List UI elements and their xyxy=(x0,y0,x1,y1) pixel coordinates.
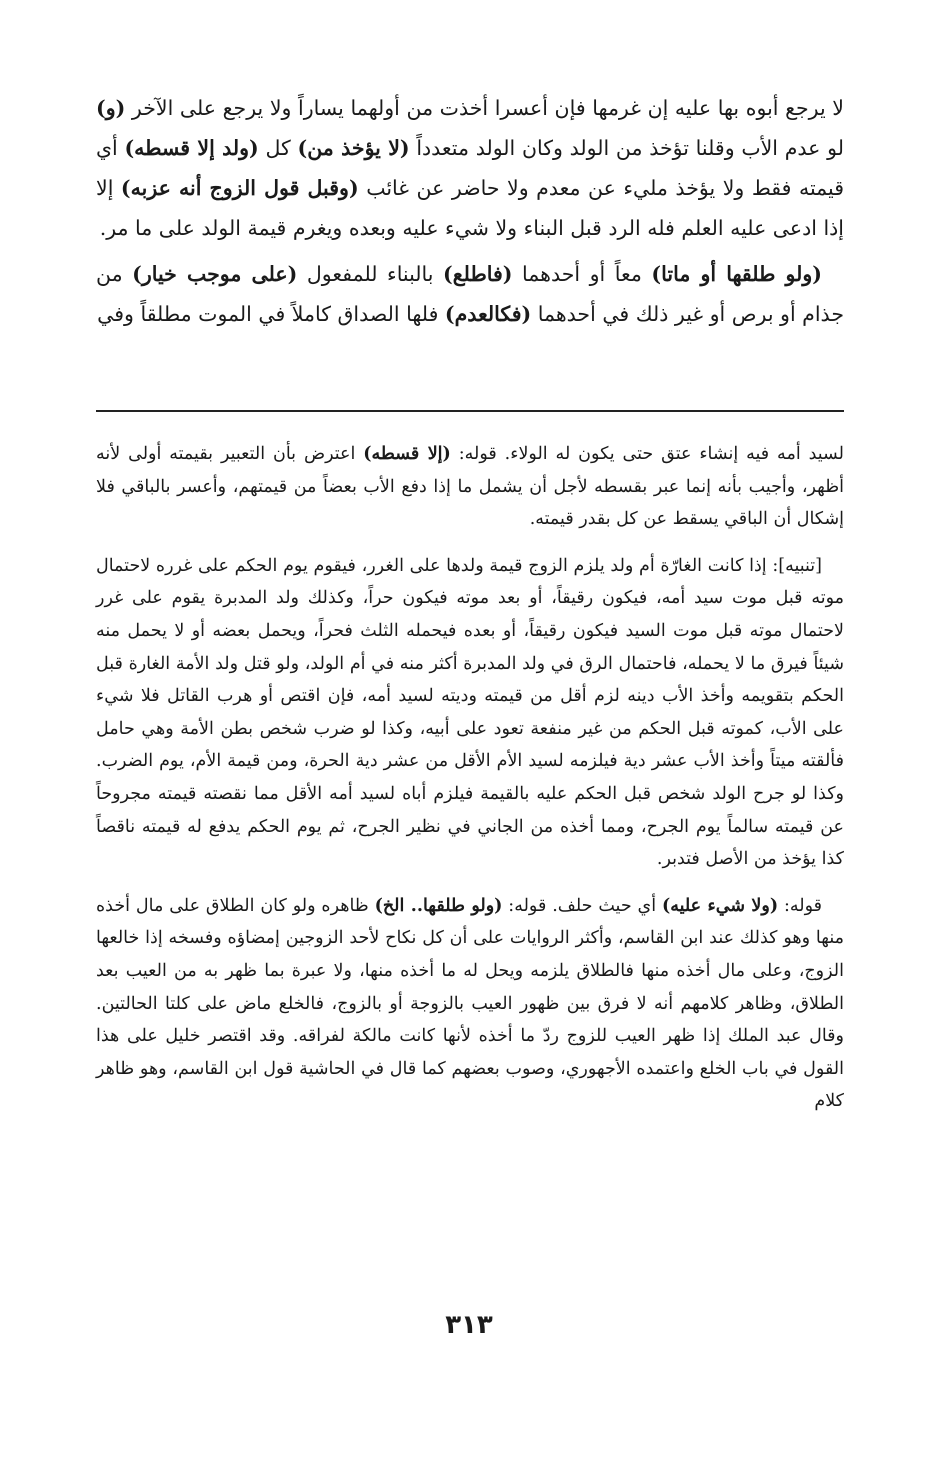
bold-quote-segment: (وقبل قول الزوج أنه عزبه) xyxy=(120,176,359,200)
page-number: ٣١٣ xyxy=(445,1310,493,1340)
main-text xyxy=(96,88,844,340)
bold-quote-segment: (فكالعدم) xyxy=(444,302,532,326)
bold-quote-segment: (و) xyxy=(96,96,126,120)
footnote-paragraph-2 xyxy=(96,550,844,876)
bold-quote-segment: (ولو طلقها.. الخ) xyxy=(374,895,503,916)
text-segment: معاً أو أحدهما xyxy=(512,262,652,286)
text-segment: أي قيمته فقط ولا يؤخذ مليء عن معدم ولا حاضر عن غائب xyxy=(96,136,844,200)
text-segment: بالبناء للمفعول xyxy=(297,262,444,286)
footnote-separator xyxy=(96,410,844,412)
main-paragraph-1 xyxy=(96,88,844,248)
text-segment: [تنبيه]: إذا كانت الغارّة أم ولد يلزم الزوج قيمة ولدها على الغرر، فيقوم يوم الحكم على غرره لاحتمال موته قبل موت سيد أمه، فيكون رقيقاً، أو بعد موته فيكون حراً، وكذلك ولد المدبرة يقوم على غرر لاحتمال موته قبل موت السيد فيكون رقيقاً، أو بعده فيحمله الثلث فحراً، ويحمل بعضه أو لا يحمل منه شيئاً فيرق ما لا يحمله، فاحتمال الرق في ولد المدبرة أكثر منه في أم الولد، ولو قتل ولد الأمة الغارة قبل الحكم بتقويمه وأخذ الأب دينه لزم أقل من قيمته وديته لسيد أمه، فإن اقتص أو هرب القاتل فلا شيء على الأب، كموته قبل الحكم من غير منفعة تعود على أبيه، وكذا لو ضرب شخص بطن الأمة وهي حامل فألقته ميتاً وأخذ الأب عشر دية فيلزمه لسيد الأم الأقل من عشر دية الحرة، ومن قيمة الأم، يوم الضرب. وكذا لو جرح الولد شخص قبل الحكم عليه بالقيمة فيلزم أباه لسيد أمه الأقل مما نقصته قيمته مجروحاً عن قيمته سالماً يوم الجرح، ومما أخذه من الجاني في نظير الجرح، ثم يوم الحكم يدفع له قيمته ناقصاً كذا يؤخذ من الأصل فتدبر. xyxy=(96,555,844,870)
text-segment: فلها الصداق كاملاً في الموت مطلقاً وفي xyxy=(97,302,445,326)
footnote-paragraph-3 xyxy=(96,890,844,1118)
text-segment: لو عدم الأب وقلنا تؤخذ من الولد وكان الولد متعدداً xyxy=(409,136,844,160)
bold-quote-segment: (ولا شيء عليه) xyxy=(661,895,779,916)
main-paragraph-2 xyxy=(96,254,844,334)
text-segment: أي حيث حلف. قوله: xyxy=(502,895,662,916)
bold-quote-segment: (فاطلع) xyxy=(443,262,513,286)
text-segment: لسيد أمه فيه إنشاء عتق حتى يكون له الولاء. قوله: xyxy=(450,444,844,464)
bold-quote-segment: (لا يؤخذ من) xyxy=(297,136,410,160)
text-segment: قوله: xyxy=(778,895,822,916)
text-segment: اعترض بأن التعبير بقيمته أولى لأنه أظهر، وأجيب بأنه إنما عبر بقسطه لأجل أن يشمل ما إذا دفع الأب بعضاً من قيمتهم، وأعسر بالباقي فلا إشكال أن الباقي يسقط عن كل بقدر قيمته. xyxy=(96,444,844,530)
text-segment: كل xyxy=(258,136,298,160)
text-segment: إلا إذا ادعى عليه العلم فله الرد قبل البناء ولا شيء عليه وبعده ويغرم قيمة الولد على ما مر. xyxy=(96,176,844,240)
bold-quote-segment: (ولو طلقها أو ماتا) xyxy=(651,262,822,286)
bold-quote-segment: (إلا قسطه) xyxy=(363,444,451,464)
bold-quote-segment: (على موجب خيار) xyxy=(132,262,298,286)
bold-quote-segment: (ولد إلا قسطه) xyxy=(124,136,259,160)
text-segment: ظاهره ولو كان الطلاق على مال أخذه منها وهو كذلك عند ابن القاسم، وأكثر الروايات على أن كل نكاح لأحد الزوجين إمضاؤه وفسخه إذا خالعها الزوج، وعلى مال أخذه منها فالطلاق يلزمه ويحل له ما أخذه منها، ولا عبرة بما ظهر به من العيب بعد الطلاق، وظاهر كلامهم أنه لا فرق بين ظهور العيب بالزوجة أو بالزوج، فالخلع ماض على كلتا الحالتين. وقال عبد الملك إذا ظهر العيب للزوج ردّ ما أخذه لأنها كانت مالكة لفراقه. وقد اقتصر خليل على هذا القول في باب الخلع واعتمده الأجهوري، وصوب بعضهم كما قال في الحاشية قول ابن القاسم، وهو ظاهر كلام xyxy=(96,895,844,1112)
text-segment: من جذام أو برص أو غير ذلك في أحدهما xyxy=(96,262,844,326)
text-segment: لا يرجع أبوه بها عليه إن غرمها فإن أعسرا أخذت من أولهما يساراً ولا يرجع على الآخر xyxy=(125,96,844,120)
footnotes xyxy=(96,438,844,1132)
footnote-paragraph-1 xyxy=(96,438,844,536)
